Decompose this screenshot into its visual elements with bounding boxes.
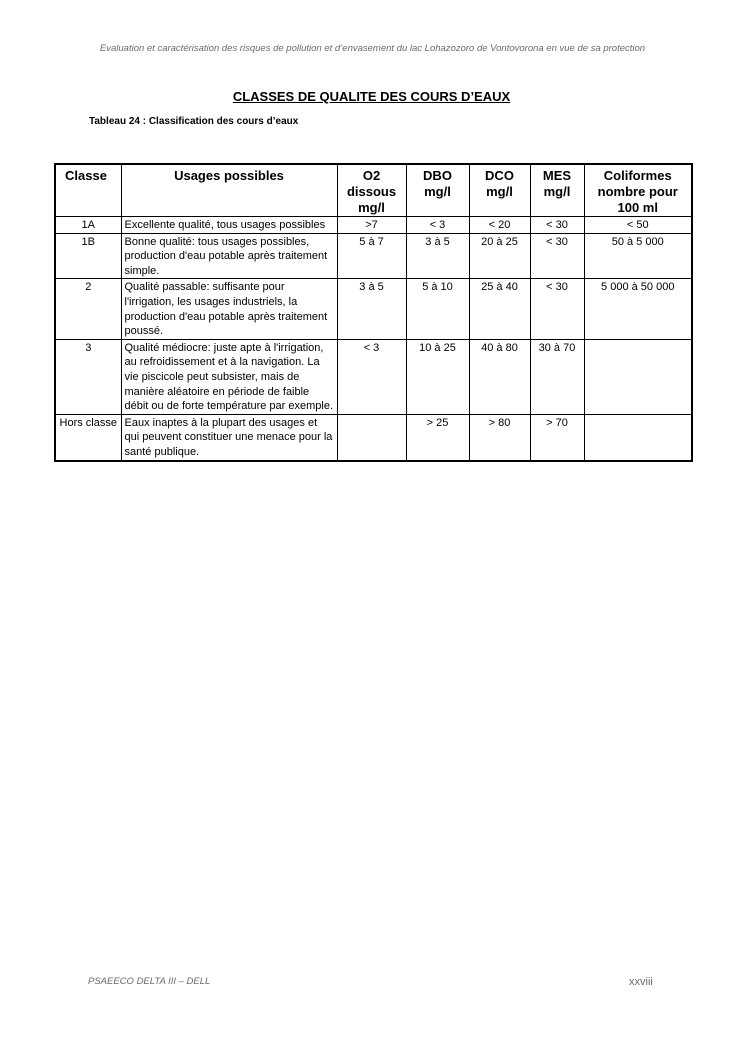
running-header: Evaluation et caractérisation des risques de pollution et d’envasement du lac Lohazozoro de Vontovorona en vue de sa protection — [99, 43, 646, 54]
cell-coliformes: 5 000 à 50 000 — [584, 279, 692, 339]
section-title-text: CLASSES DE QUALITE DES COURS D’EAUX — [232, 89, 511, 104]
cell-o2: >7 — [337, 217, 406, 234]
cell-classe: 1A — [55, 217, 121, 234]
cell-dco: 40 à 80 — [469, 339, 530, 414]
table-caption: Tableau 24 : Classification des cours d’eaux — [89, 116, 299, 127]
cell-dbo: 5 à 10 — [406, 279, 469, 339]
table-row — [55, 339, 692, 414]
cell-usages: Eaux inaptes à la plupart des usages et qui peuvent constituer une menace pour la santé publique. — [121, 414, 337, 460]
cell-mes: > 70 — [530, 414, 584, 460]
cell-classe: 3 — [55, 339, 121, 414]
cell-classe: Hors classe — [55, 414, 121, 460]
header-o2: O2 dissous mg/l — [337, 164, 406, 217]
header-dco: DCO mg/l — [469, 164, 530, 217]
cell-coliformes: < 50 — [584, 217, 692, 234]
table-row — [55, 414, 692, 460]
table-header-row — [55, 164, 692, 217]
cell-dco: 20 à 25 — [469, 233, 530, 279]
cell-o2 — [337, 414, 406, 460]
cell-dbo: 10 à 25 — [406, 339, 469, 414]
cell-dbo: 3 à 5 — [406, 233, 469, 279]
table-row — [55, 279, 692, 339]
footer-left: PSAEECO DELTA III – DELL — [88, 976, 211, 987]
cell-coliformes: 50 à 5 000 — [584, 233, 692, 279]
cell-coliformes — [584, 339, 692, 414]
cell-mes: < 30 — [530, 233, 584, 279]
cell-usages: Bonne qualité: tous usages possibles, production d'eau potable après traitement simple. — [121, 233, 337, 279]
cell-o2: < 3 — [337, 339, 406, 414]
cell-o2: 3 à 5 — [337, 279, 406, 339]
cell-dbo: > 25 — [406, 414, 469, 460]
section-title — [0, 89, 745, 104]
cell-classe: 1B — [55, 233, 121, 279]
cell-o2: 5 à 7 — [337, 233, 406, 279]
table-row — [55, 217, 692, 234]
cell-usages: Qualité médiocre: juste apte à l'irrigation, au refroidissement et à la navigation. La vie piscicole peut subsister, mais de manière aléatoire en période de faible débit ou de forte température par exemple. — [121, 339, 337, 414]
cell-dco: > 80 — [469, 414, 530, 460]
cell-usages: Excellente qualité, tous usages possibles — [121, 217, 337, 234]
water-quality-table — [54, 163, 693, 462]
cell-usages: Qualité passable: suffisante pour l'irrigation, les usages industriels, la production d'eau potable après traitement poussé. — [121, 279, 337, 339]
table-row — [55, 233, 692, 279]
header-mes: MES mg/l — [530, 164, 584, 217]
cell-mes: 30 à 70 — [530, 339, 584, 414]
cell-dbo: < 3 — [406, 217, 469, 234]
header-dbo: DBO mg/l — [406, 164, 469, 217]
cell-classe: 2 — [55, 279, 121, 339]
cell-dco: 25 à 40 — [469, 279, 530, 339]
page-number: xxviii — [629, 976, 653, 988]
cell-dco: < 20 — [469, 217, 530, 234]
header-coliformes: Coliformes nombre pour 100 ml — [584, 164, 692, 217]
header-usages: Usages possibles — [121, 164, 337, 217]
cell-coliformes — [584, 414, 692, 460]
cell-mes: < 30 — [530, 279, 584, 339]
header-classe: Classe — [55, 164, 121, 217]
cell-mes: < 30 — [530, 217, 584, 234]
